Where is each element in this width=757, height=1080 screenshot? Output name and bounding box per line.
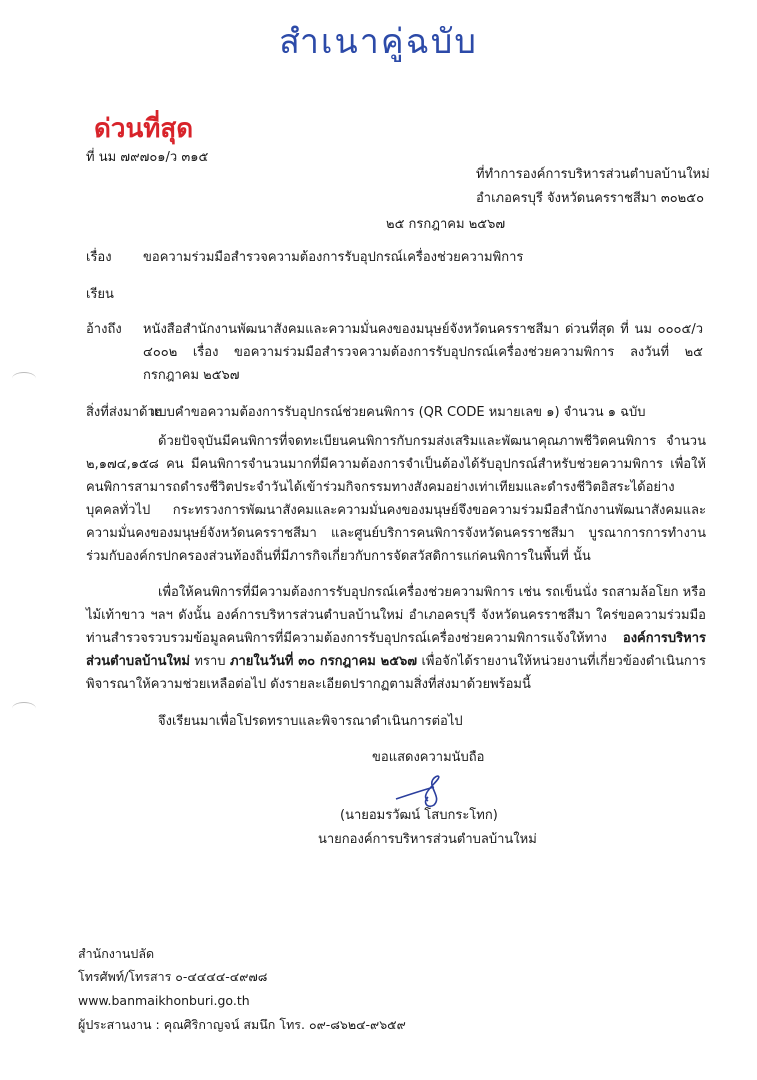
signatory-name: (นายอมรวัฒน์ โสบกระโทก) [340, 808, 498, 823]
enclosure-text: แบบคำขอความต้องการรับอุปกรณ์ช่วยคนพิการ (QR CODE หมายเลข ๑) จำนวน ๑ ฉบับ [150, 405, 646, 420]
enclosure-label: สิ่งที่ส่งมาด้วย [86, 405, 163, 420]
urgency-stamp: ด่วนที่สุด [94, 114, 194, 144]
closing-line: จึงเรียนมาเพื่อโปรดทราบและพิจารณาดำเนินการต่อไป [158, 714, 463, 729]
reference-label: อ้างถึง [86, 322, 122, 337]
footer-coordinator: ผู้ประสานงาน : คุณศิริกาญจน์ สมนึก โทร. ๐๙-๘๖๒๔-๙๖๕๙ [78, 1017, 406, 1032]
closing-salutation: ขอแสดงความนับถือ [372, 750, 485, 765]
subject-label: เรื่อง [86, 250, 112, 265]
margin-hole-mark [12, 702, 36, 715]
footer-website: www.banmaikhonburi.go.th [78, 993, 250, 1008]
para2-text-c: ทราบ [194, 654, 226, 669]
salutation-label: เรียน [86, 287, 114, 302]
copy-stamp: สำเนาคู่ฉบับ [279, 22, 478, 62]
footer-office: สำนักงานปลัด [78, 946, 155, 961]
margin-hole-mark [12, 372, 36, 385]
para2-deadline: ภายในวันที่ ๓๐ กรกฎาคม ๒๕๖๗ [229, 654, 418, 669]
footer-phone: โทรศัพท์/โทรสาร ๐-๔๔๔๔-๔๙๗๘ [78, 969, 268, 984]
para2-text-e: เพื่อจักได้รายงานให้หน่วยงานที่เกี่ยวข้องดำเนินการพิจารณาให้ความช่วยเหลือต่อไป ดังรายละเอียดปรากฏตามสิ่งที่ส่งมาด้วยพร้อมนี้ [86, 654, 706, 692]
para2-org-name: องค์การบริหารส่วนตำบลบ้านใหม่ [86, 631, 706, 669]
document-number: ที่ นม ๗๙๗๐๑/ว ๓๑๕ [86, 150, 209, 165]
letter-date: ๒๕ กรกฎาคม ๒๕๖๗ [386, 217, 506, 232]
office-address-line2: อำเภอครบุรี จังหวัดนครราชสีมา ๓๐๒๕๐ [476, 191, 705, 206]
body-paragraph-1: ด้วยปัจจุบันมีคนพิการที่จดทะเบียนคนพิการกับกรมส่งเสริมและพัฒนาคุณภาพชีวิตคนพิการ จำนวน ๒,๑๗๔,๑๕๘ คน มีคนพิการจำนวนมากที่มีความต้องการจำเป็นต้องได้รับอุปกรณ์สำหรับช่วยความพิการ เพื่อให้คนพิการสามารถดำรงชีวิตประจำวันได้เข้าร่วมกิจกรรมทางสังคมอย่างเท่าเทียมและดำรงชีวิตอิสระได้อย่างบุคคลทั่วไป กระทรวงการพัฒนาสังคมและความมั่นคงของมนุษย์จึงขอความร่วมมือสำนักงานพัฒนาสังคมและความมั่นคงของมนุษย์จังหวัดนครราชสีมา และศูนย์บริการคนพิการจังหวัดนครราชสีมา บูรณาการการทำงานร่วมกับองค์กรปกครองส่วนท้องถิ่นที่มีภารกิจเกี่ยวกับการจัดสวัสดิการแก่คนพิการในพื้นที่ นั้น [86, 434, 706, 564]
body-paragraph-2 [86, 581, 706, 696]
office-address-line1: ที่ทำการองค์การบริหารส่วนตำบลบ้านใหม่ [476, 167, 710, 182]
subject-text: ขอความร่วมมือสำรวจความต้องการรับอุปกรณ์เครื่องช่วยความพิการ [143, 250, 524, 265]
para2-text-a: เพื่อให้คนพิการที่มีความต้องการรับอุปกรณ์เครื่องช่วยความพิการ เช่น รถเข็นนั่ง รถสามล้อโยก หรือไม้เท้าขาว ฯลฯ ดังนั้น องค์การบริหารส่วนตำบลบ้านใหม่ อำเภอครบุรี จังหวัดนครราชสีมา ใคร่ขอความร่วมมือท่านสำรวจรวบรวมข้อมูลคนพิการที่มีความต้องการรับอุปกรณ์เครื่องช่วยความพิการแจ้งให้ทาง [86, 585, 706, 646]
reference-text: หนังสือสำนักงานพัฒนาสังคมและความมั่นคงของมนุษย์จังหวัดนครราชสีมา ด่วนที่สุด ที่ นม ๐๐๐๕/ว ๔๐๐๒ เรื่อง ขอความร่วมมือสำรวจความต้องการรับอุปกรณ์เครื่องช่วยความพิการ ลงวันที่ ๒๕ กรกฎาคม ๒๕๖๗ [143, 322, 703, 383]
signatory-position: นายกองค์การบริหารส่วนตำบลบ้านใหม่ [318, 832, 537, 847]
